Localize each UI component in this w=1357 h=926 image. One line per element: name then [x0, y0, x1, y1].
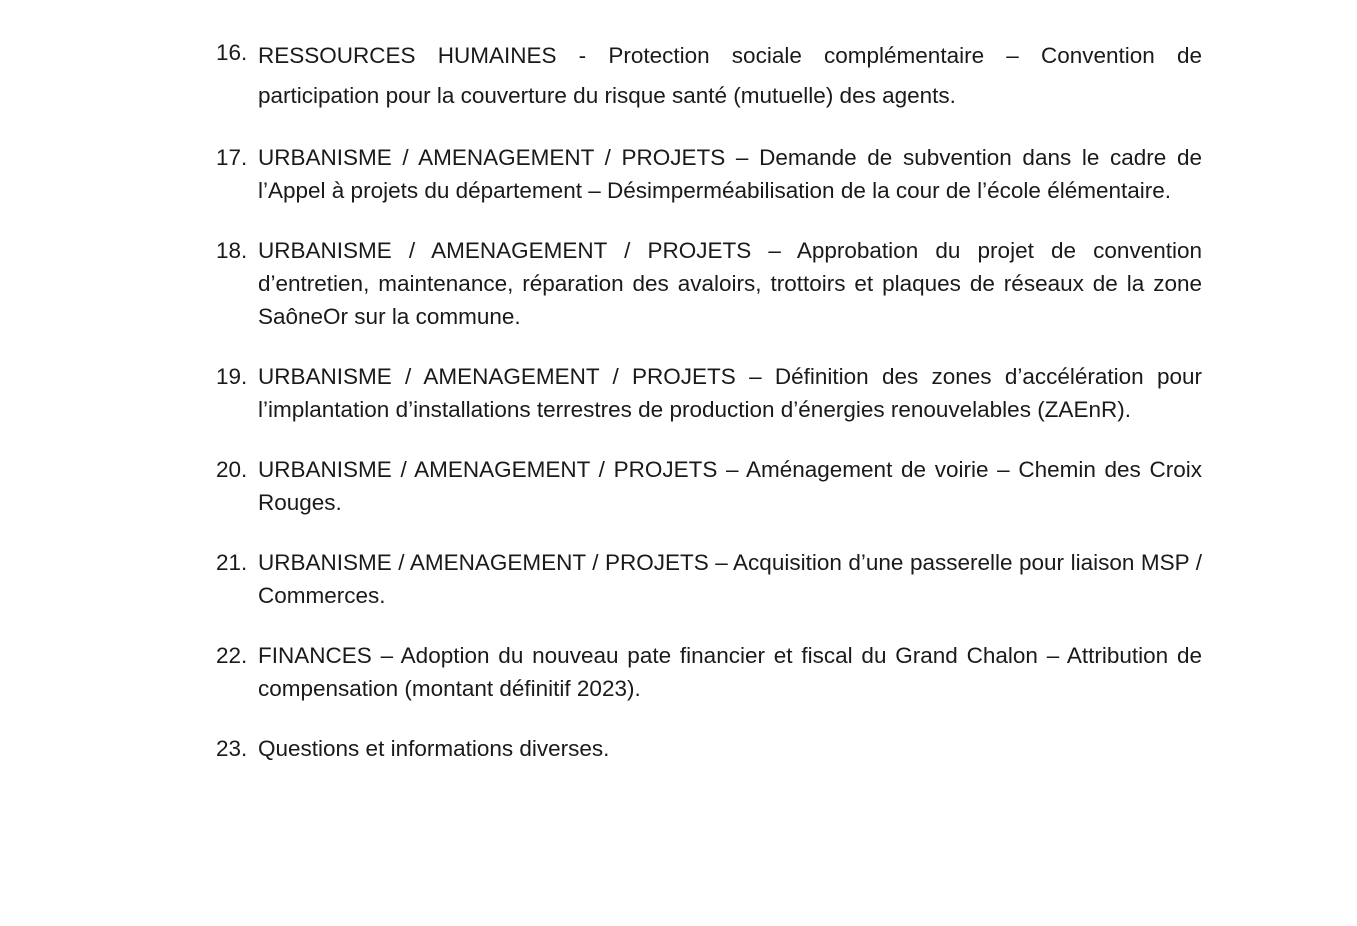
agenda-item-text: Questions et informations diverses.: [258, 736, 610, 761]
agenda-item-text: URBANISME / AMENAGEMENT / PROJETS – Aménagement de voirie – Chemin des Croix Rouges.: [258, 457, 1202, 515]
agenda-item-number: 16.: [216, 40, 248, 65]
agenda-item-text: URBANISME / AMENAGEMENT / PROJETS – Demande de subvention dans le cadre de l’Appel à projets du département – Désimperméabilisation de la cour de l’école élémentaire.: [258, 145, 1202, 203]
agenda-item-17: [216, 141, 1202, 207]
agenda-item-21: [216, 546, 1202, 612]
agenda-item-22: [216, 639, 1202, 705]
agenda-item-19: [216, 360, 1202, 426]
agenda-item-text: RESSOURCES HUMAINES - Protection sociale complémentaire – Convention de participation pour la couverture du risque santé (mutuelle) des agents.: [258, 43, 1202, 108]
agenda-list: [216, 40, 1202, 765]
agenda-item-text: FINANCES – Adoption du nouveau pate financier et fiscal du Grand Chalon – Attribution de compensation (montant définitif 2023).: [258, 643, 1202, 701]
agenda-item-text: URBANISME / AMENAGEMENT / PROJETS – Approbation du projet de convention d’entretien, maintenance, réparation des avaloirs, trottoirs et plaques de réseaux de la zone SaôneOr sur la commune.: [258, 238, 1202, 329]
agenda-item-number: 23.: [216, 736, 248, 761]
agenda-item-16: [216, 36, 1202, 116]
agenda-item-text: URBANISME / AMENAGEMENT / PROJETS – Définition des zones d’accélération pour l’implantation d’installations terrestres de production d’énergies renouvelables (ZAEnR).: [258, 364, 1202, 422]
agenda-item-number: 20.: [216, 457, 248, 482]
agenda-item-number: 19.: [216, 364, 248, 389]
agenda-item-number: 18.: [216, 238, 248, 263]
agenda-item-number: 17.: [216, 145, 248, 170]
agenda-item-23: [216, 732, 1202, 765]
agenda-item-18: [216, 234, 1202, 333]
agenda-item-number: 21.: [216, 550, 248, 575]
agenda-item-20: [216, 453, 1202, 519]
agenda-item-number: 22.: [216, 643, 248, 668]
agenda-item-text: URBANISME / AMENAGEMENT / PROJETS – Acquisition d’une passerelle pour liaison MSP / Commerces.: [258, 550, 1202, 608]
